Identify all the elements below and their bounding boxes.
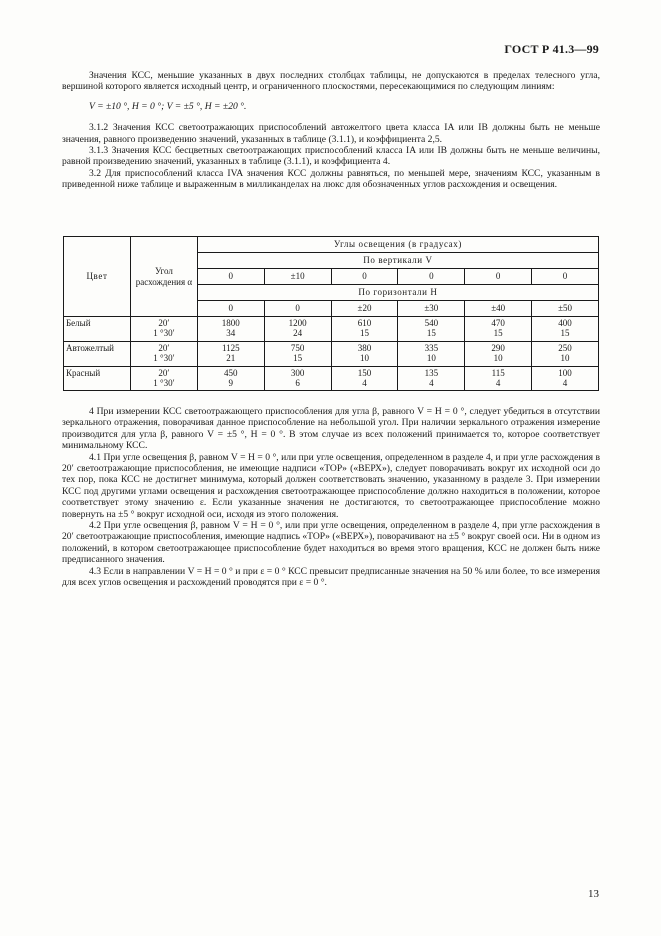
vertical-value: 0 [532, 269, 599, 285]
row-value: 1125 21 [197, 341, 264, 366]
row-color: Автожелтый [64, 341, 131, 366]
horizontal-value: ±30 [398, 301, 465, 317]
row-value: 135 4 [398, 366, 465, 391]
row-value: 150 4 [331, 366, 398, 391]
row-value: 380 10 [331, 341, 398, 366]
page-number: 13 [588, 888, 599, 900]
vertical-value: 0 [465, 269, 532, 285]
paragraph-4-1: 4.1 При угле освещения β, равном V = H = 0 °, или при угле освещения, определенном в разделе 4, и при угле расхождения в 20′ светоотражающие приспособления, не имеющие надписи «TOP» («ВЕРХ»), следует поворачивать вокруг их исходной оси до тех пор, пока КСС не достигнет минимума, который должен соответствовать значению, указанному в разделе 3. При измерении КСС под другими углами освещения и расхождения светоотражающее приспособление должно находиться в положении, которое соответствует этому значению ε. Если указанные значения не достигаются, то светоотражающее приспособление можно повернуть на ±5 ° вокруг исходной оси, исходя из этого положения. [62, 451, 600, 520]
horizontal-value: ±50 [532, 301, 599, 317]
header-divergence-angle: Угол расхождения α [130, 237, 197, 317]
row-angles: 20′ 1 °30′ [130, 366, 197, 391]
row-value: 400 15 [532, 317, 599, 342]
paragraph-4: 4 При измерении КСС светоотражающего приспособления для угла β, равного V = H = 0 °, следует убедиться в отсутствии зеркального отражения, поворачивая данное приспособление на небольшой угол. При наличии зеркального отражения измерение производится для угла β, равного V = ±5 °, H = 0 °. В этом случае из всех положений принимается то, которое соответствует минимальному КСС. [62, 406, 600, 452]
table-row [64, 341, 599, 366]
row-angles: 20′ 1 °30′ [130, 317, 197, 342]
table-row [64, 366, 599, 391]
intro-section [62, 70, 600, 191]
vertical-value: 0 [197, 269, 264, 285]
row-value: 100 4 [532, 366, 599, 391]
measurement-section [62, 406, 600, 589]
row-value: 470 15 [465, 317, 532, 342]
paragraph-3-2: 3.2 Для приспособлений класса IVA значения КСС должны равняться, по меньшей мере, значениям КСС, указанным в приведенной ниже таблице и выраженным в милликанделах на люкс для обозначенных углов расхождения и освещения. [62, 167, 600, 191]
header-vertical: По вертикали V [197, 253, 598, 269]
retroreflector-table [63, 236, 599, 391]
vertical-value: 0 [398, 269, 465, 285]
header-color: Цвет [64, 237, 131, 317]
row-value: 1200 24 [264, 317, 331, 342]
horizontal-value: ±40 [465, 301, 532, 317]
header-horizontal: По горизонтали H [197, 285, 598, 301]
row-angles: 20′ 1 °30′ [130, 341, 197, 366]
document-code: ГОСТ Р 41.3—99 [504, 42, 599, 56]
horizontal-value: ±20 [331, 301, 398, 317]
row-value: 300 6 [264, 366, 331, 391]
horizontal-value: 0 [197, 301, 264, 317]
row-value: 335 10 [398, 341, 465, 366]
row-value: 1800 34 [197, 317, 264, 342]
angle-limits: V = ±10 °, H = 0 °; V = ±5 °, H = ±20 °. [89, 100, 247, 112]
row-value: 115 4 [465, 366, 532, 391]
header-illumination: Углы освещения (в градусах) [197, 237, 598, 253]
horizontal-value: 0 [264, 301, 331, 317]
row-color: Белый [64, 317, 131, 342]
row-value: 450 9 [197, 366, 264, 391]
row-value: 540 15 [398, 317, 465, 342]
vertical-value: 0 [331, 269, 398, 285]
table-row [64, 317, 599, 342]
row-color: Красный [64, 366, 131, 391]
paragraph-4-2: 4.2 При угле освещения β, равном V = H = 0 °, или при угле освещения, определенном в разделе 4, при угле расхождения в 20′ светоотражающие приспособления, имеющие надпись «TOP» («ВЕРХ»), поворачивают на ±5 ° вокруг своей оси. Ни в одном из положений, в котором светоотражающее приспособление будет находиться во время этого вращения, КСС не должен быть ниже предписанного значения. [62, 520, 600, 566]
paragraph-4-3: 4.3 Если в направлении V = H = 0 ° и при ε = 0 ° КСС превысит предписанные значения на 50 % или более, то все измерения для всех углов освещения и расхождений проводятся при ε = 0 °. [62, 565, 600, 589]
row-value: 290 10 [465, 341, 532, 366]
paragraph-intro: Значения КСС, меньшие указанных в двух последних столбцах таблицы, не допускаются в пределах телесного угла, вершиной которого является исходный центр, и ограниченного плоскостями, пересекающимися по следующим линиям: [62, 70, 600, 93]
paragraph-3-1-2: 3.1.2 Значения КСС светоотражающих приспособлений автожелтого цвета класса IA или IB должны быть не меньше значения, равного произведению значений, указанных в таблице (3.1.1), и коэффициента 2,5. [62, 122, 600, 145]
row-value: 250 10 [532, 341, 599, 366]
row-value: 610 15 [331, 317, 398, 342]
paragraph-3-1-3: 3.1.3 Значения КСС бесцветных светоотражающих приспособлений класса IA или IB должны быть не меньше величины, равной произведению значений, указанных в таблице (3.1.1), и коэффициента 4. [62, 145, 600, 168]
vertical-value: ±10 [264, 269, 331, 285]
row-value: 750 15 [264, 341, 331, 366]
